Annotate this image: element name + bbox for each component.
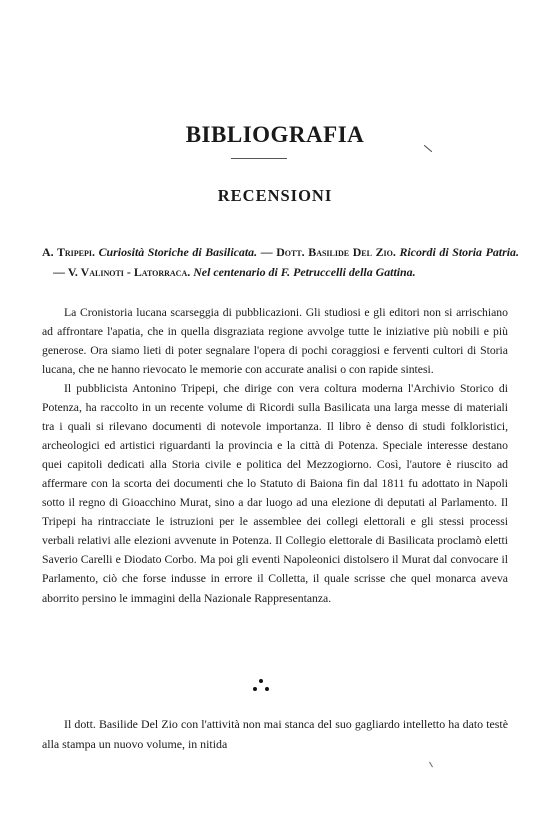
citation-title-2: Ricordi di Storia Patria.	[399, 245, 519, 259]
paragraph-text: Il pubblicista Antonino Tripepi, che dirige con vera coltura moderna l'Archivio Storico di Potenza, ha raccolto in un recente volume di Ricordi sulla Basilicata una larga messe di materiali tra i quali si rilevano documenti di notevole importanza. Il libro è denso di studi folkloristici, archeologici ed artistici riguardanti la provincia e la città di Potenza. Speciale interesse destano quei capitoli dedicati alla Storia civile e politica del Mezzogiorno. Così, l'autore è riuscito ad affermare con la scorta dei documenti che lo Statuto di Baiona fin dal 1811 fu adottato in Napoli sotto il regno di Gioacchino Murat, sino a dar luogo ad una elezione di deputati al Parlamento. Il Tripepi ha rintracciate le istruzioni per le assemblee dei collegi elettorali e gli stessi processi verbali relativi alle elezioni avvenute in Potenza. Il Collegio elettorale di Basilicata proclamò eletti Saverio Carelli e Diodato Corbo. Ma poi gli eventi Napoleonici distolsero il Murat dal convocare il Parlamento, ciò che forse indusse in errore il Colletta, il quale scrisse che quel monarca aveva aborrito persino le immagini della Nazionale Rappresentanza.	[42, 382, 508, 605]
review-paragraph-3	[42, 714, 508, 754]
subsection-heading: RECENSIONI	[217, 186, 333, 205]
citation-author-1: A. Tripepi.	[42, 245, 95, 259]
asterism-divider	[246, 678, 276, 698]
paragraph-text: Il dott. Basilide Del Zio con l'attività non mai stanca del suo gagliardo intelletto ha dato testè alla stampa un nuovo volume, in nitida	[42, 717, 508, 751]
citation-title-3: Nel centenario di F. Petruccelli della Gattina.	[193, 265, 416, 279]
paragraph-text: La Cronistoria lucana scarseggia di pubblicazioni. Gli studiosi e gli editori non si arrischiano ad affrontare l'apatia, che in quella disgraziata regione avvolge tutte le iniziative più nobili e più generose. Ora siamo lieti di poter segnalare l'opera di pochi coraggiosi e ferventi cultori di Storia lucana, che ne hanno rievocato le memorie con accurate analisi o con rapide sintesi.	[42, 306, 508, 377]
heading-rule	[231, 158, 287, 159]
citation-separator-1: —	[260, 245, 273, 259]
section-heading: BIBLIOGRAFIA	[185, 122, 365, 147]
asterism-dot	[265, 687, 269, 691]
asterism-dot	[253, 687, 257, 691]
citation-author-3: V. Valinoti - Latorraca.	[67, 265, 191, 279]
review-paragraph-1	[42, 303, 508, 379]
ink-mark	[429, 762, 433, 768]
citation-title-1: Curiosità Storiche di Basilicata.	[98, 245, 258, 259]
citation-separator-2: —	[53, 265, 65, 279]
citation-author-2: Dott. Basilide Del Zio.	[276, 245, 396, 259]
review-citation	[42, 242, 519, 282]
asterism-dot	[259, 679, 263, 683]
review-paragraph-2	[42, 379, 508, 608]
